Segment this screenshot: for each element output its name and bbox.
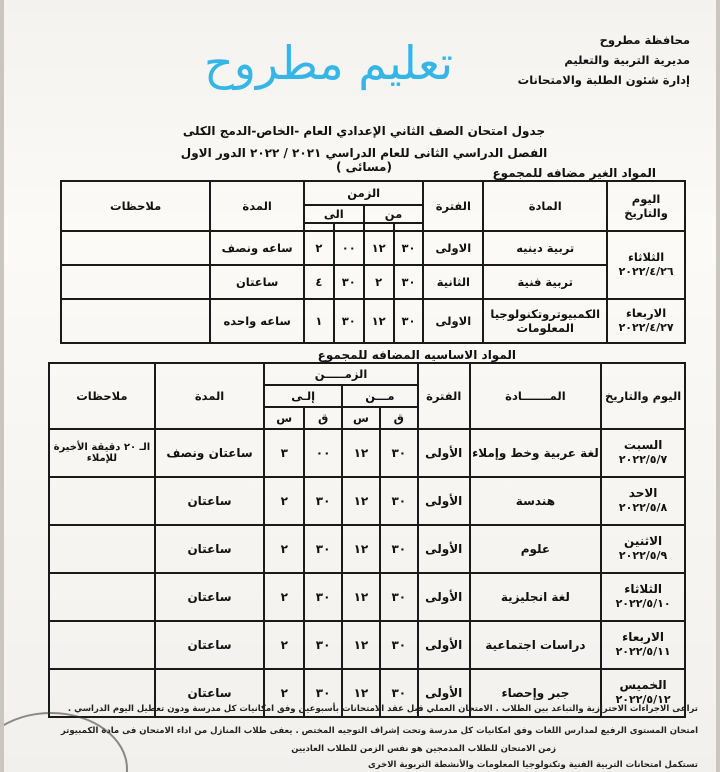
notes-cell <box>49 573 155 621</box>
non-added-subjects-table <box>60 180 686 344</box>
from-minute: ٣٠ <box>394 231 424 265</box>
header-subject: المادة <box>483 181 607 231</box>
header-governorate: محافظة مطروح <box>599 33 690 47</box>
notes-cell <box>61 265 210 299</box>
header-duration: المدة <box>210 181 304 231</box>
subject-cell: تربية فنية <box>483 265 607 299</box>
period-cell: الثانية <box>423 265 483 299</box>
notes-cell <box>49 621 155 669</box>
day-cell: الخميس ٢٠٢٢/٥/١٢ <box>601 669 685 717</box>
notes-cell: الـ ٢٠ دقيقة الأخيرة للإملاء <box>49 429 155 477</box>
subject-cell: جبر وإحصاء <box>470 669 602 717</box>
page-subtitle: الفصل الدراسي الثانى للعام الدراسي ٢٠٢١ / ٢٠٢٢ الدور الاول (مسائى ) <box>180 146 548 174</box>
period-cell: الأولى <box>418 429 470 477</box>
from-hour: ١٢ <box>342 669 380 717</box>
header-q: ق <box>304 407 342 429</box>
to-hour: ٢ <box>264 669 304 717</box>
period-cell: الاولى <box>423 299 483 343</box>
subject-cell: الكمبيوتروتكنولوجيا المعلومات <box>483 299 607 343</box>
period-cell: الأولى <box>418 525 470 573</box>
table-row <box>49 621 685 669</box>
document-page <box>4 0 716 772</box>
header-time: الزمـــــن <box>264 363 417 385</box>
header-time: الزمن <box>304 181 424 205</box>
day-cell: السبت ٢٠٢٢/٥/٧ <box>601 429 685 477</box>
watermark-text: تعليم مطروح <box>204 36 454 90</box>
from-minute: ٣٠ <box>380 429 418 477</box>
footnote-3: زمن الامتحان للطلاب المدمجين هو نفس الزمن للطلاب العاديين <box>291 744 556 754</box>
period-cell: الاولى <box>423 231 483 265</box>
subject-cell: علوم <box>470 525 602 573</box>
duration-cell: ساعتان ونصف <box>155 429 265 477</box>
from-hour: ١٢ <box>342 525 380 573</box>
from-hour: ١٢ <box>342 573 380 621</box>
day-cell: الاربعاء ٢٠٢٢/٥/١١ <box>601 621 685 669</box>
from-minute: ٣٠ <box>380 573 418 621</box>
to-hour: ٢ <box>304 231 334 265</box>
to-hour: ٢ <box>264 525 304 573</box>
duration-cell: ساعه واحده <box>210 299 304 343</box>
header-subject: المـــــــادة <box>470 363 602 429</box>
period-cell: الأولى <box>418 621 470 669</box>
table-row <box>49 525 685 573</box>
table-row <box>61 231 685 265</box>
header-from: مـــن <box>342 385 418 407</box>
header-s: س <box>342 407 380 429</box>
header-day: اليوم والتاريخ <box>607 181 685 231</box>
to-minute: ٣٠ <box>304 669 342 717</box>
subject-cell: هندسة <box>470 477 602 525</box>
header-directorate: مديرية التربية والتعليم <box>564 53 690 67</box>
header-notes: ملاحظات <box>49 363 155 429</box>
period-cell: الأولى <box>418 669 470 717</box>
header-duration: المدة <box>155 363 265 429</box>
day-cell: الثلاثاء ٢٠٢٢/٥/١٠ <box>601 573 685 621</box>
footnote-2: امتحان المستوى الرفيع لمدارس اللغات وفق امكانيات كل مدرسة وتحت إشراف التوجيه المختص . يعفى طلاب المنازل من اداء الامتحان فى مادة الكمبيوتر <box>60 726 698 736</box>
duration-cell: ساعتان <box>155 621 265 669</box>
notes-cell <box>61 231 210 265</box>
duration-cell: ساعتان <box>155 525 265 573</box>
to-hour: ٢ <box>264 621 304 669</box>
from-minute: ٣٠ <box>394 265 424 299</box>
to-minute: ٣٠ <box>334 299 364 343</box>
header-to: إلـى <box>264 385 342 407</box>
day-cell: الاثنين ٢٠٢٢/٥/٩ <box>601 525 685 573</box>
from-minute: ٣٠ <box>380 525 418 573</box>
header-from: من <box>364 205 424 223</box>
to-minute: ٣٠ <box>334 265 364 299</box>
duration-cell: ساعتان <box>155 477 265 525</box>
from-hour: ١٢ <box>342 621 380 669</box>
to-hour: ١ <box>304 299 334 343</box>
to-hour: ٢ <box>264 477 304 525</box>
header-period: الفترة <box>423 181 483 231</box>
footnote-4: تستكمل امتحانات التربية الفنية وتكنولوجيا المعلومات والأنشطة التربوية الاخرى <box>368 760 698 770</box>
period-cell: الأولى <box>418 573 470 621</box>
day-cell: الاحد ٢٠٢٢/٥/٨ <box>601 477 685 525</box>
to-minute: ٠٠ <box>334 231 364 265</box>
to-hour: ٤ <box>304 265 334 299</box>
footnote-1: تراعى الاجراءات الاحترازية والتباعد بين الطلاب . الامتحان العملي قبل عقد الامتحانات بأسبوعين وفق امكانيات كل مدرسة ودون تعطيل اليوم الدراسي . <box>67 704 698 714</box>
duration-cell: ساعه ونصف <box>210 231 304 265</box>
table-row <box>49 573 685 621</box>
from-hour: ١٢ <box>364 231 394 265</box>
header-department: إدارة شئون الطلبة والامتحانات <box>517 73 690 87</box>
duration-cell: ساعتان <box>155 573 265 621</box>
subject-cell: دراسات اجتماعية <box>470 621 602 669</box>
from-minute: ٣٠ <box>380 669 418 717</box>
table-row <box>61 299 685 343</box>
notes-cell <box>61 299 210 343</box>
duration-cell: ساعتان <box>210 265 304 299</box>
to-hour: ٣ <box>264 429 304 477</box>
subject-cell: لغة انجليزية <box>470 573 602 621</box>
subject-cell: لغة عربية وخط وإملاء <box>470 429 602 477</box>
duration-cell: ساعتان <box>155 669 265 717</box>
to-minute: ٠٠ <box>304 429 342 477</box>
notes-cell <box>49 525 155 573</box>
to-minute: ٣٠ <box>304 573 342 621</box>
table2-caption: المواد الاساسيه المضافه للمجموع <box>317 348 516 362</box>
table-row <box>49 477 685 525</box>
header-to: الى <box>304 205 364 223</box>
header-day: اليوم والتاريخ <box>601 363 685 429</box>
header-notes: ملاحظات <box>61 181 210 231</box>
notes-cell <box>49 477 155 525</box>
day-cell: الثلاثاء ٢٠٢٢/٤/٢٦ <box>607 231 685 299</box>
period-cell: الأولى <box>418 477 470 525</box>
table-row <box>49 429 685 477</box>
from-hour: ١٢ <box>342 429 380 477</box>
table1-caption: المواد الغير مضافه للمجموع <box>492 166 656 180</box>
table-row <box>61 265 685 299</box>
to-minute: ٣٠ <box>304 525 342 573</box>
to-minute: ٣٠ <box>304 621 342 669</box>
from-minute: ٣٠ <box>380 621 418 669</box>
org-header <box>518 30 690 90</box>
header-period: الفترة <box>418 363 470 429</box>
from-hour: ٢ <box>364 265 394 299</box>
to-hour: ٢ <box>264 573 304 621</box>
subject-cell: تربية دينيه <box>483 231 607 265</box>
to-minute: ٣٠ <box>304 477 342 525</box>
day-cell: الاربعاء ٢٠٢٢/٤/٢٧ <box>607 299 685 343</box>
from-minute: ٣٠ <box>380 477 418 525</box>
from-hour: ١٢ <box>342 477 380 525</box>
added-subjects-table <box>48 362 686 718</box>
header-q: ق <box>380 407 418 429</box>
page-title: جدول امتحان الصف الثاني الإعدادي العام -الخاص-الدمج الكلى <box>182 124 546 138</box>
header-s: س <box>264 407 304 429</box>
from-minute: ٣٠ <box>394 299 424 343</box>
from-hour: ١٢ <box>364 299 394 343</box>
official-stamp <box>4 712 128 772</box>
